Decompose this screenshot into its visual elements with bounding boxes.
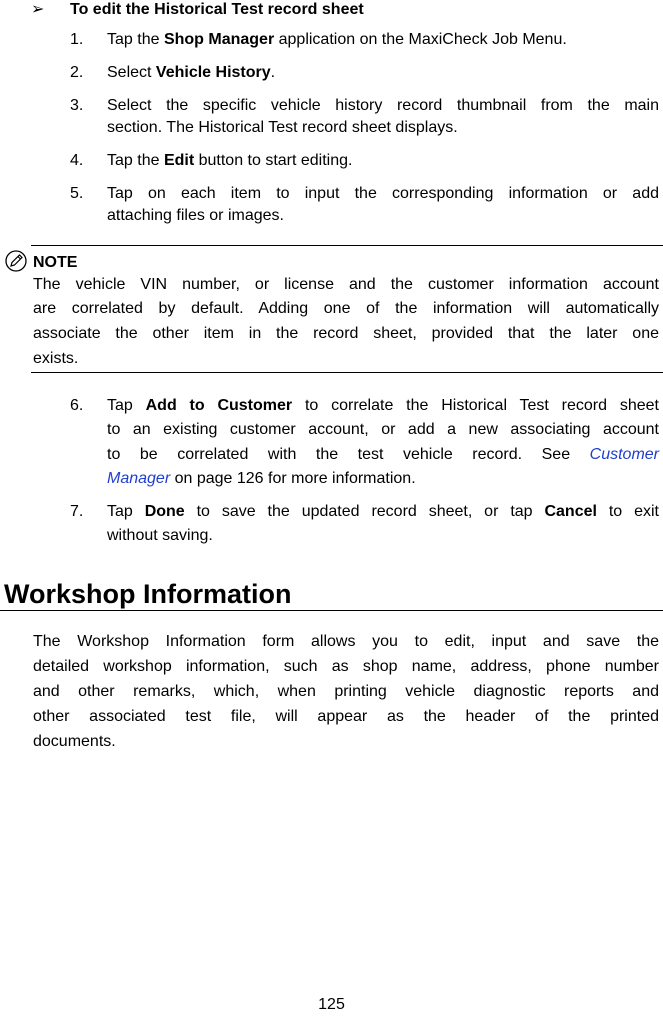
heading-rule — [0, 610, 663, 611]
step-number: 2. — [70, 64, 84, 81]
step-number: 6. — [70, 397, 84, 414]
note-line-1: The vehicle VIN number, or license and the customer information account — [33, 276, 659, 293]
step-1-text: Tap the Shop Manager application on the MaxiCheck Job Menu. — [107, 31, 567, 48]
step-3-line-2: section. The Historical Test record sheet displays. — [107, 119, 458, 136]
step-2-text: Select Vehicle History. — [107, 64, 276, 81]
step-6-line-3: to be correlated with the test vehicle record. See Customer — [107, 446, 660, 463]
step-6-line-2: to an existing customer account, or add a new associating account — [107, 421, 659, 438]
step-7-line-1: Tap Done to save the updated record sheet, or tap Cancel to exit — [107, 503, 659, 520]
note-line-2: are correlated by default. Adding one of the information will automatically — [33, 300, 659, 317]
customer-manager-link[interactable]: Manager — [107, 470, 171, 487]
note-label: NOTE — [33, 254, 78, 271]
workshop-para-line-5: documents. — [33, 733, 116, 750]
pencil-icon — [5, 250, 27, 272]
note-top-rule — [31, 245, 663, 246]
step-number: 3. — [70, 97, 84, 114]
workshop-para-line-1: The Workshop Information form allows you to edit, input and save the — [33, 633, 659, 650]
step-7-line-2: without saving. — [107, 527, 213, 544]
customer-manager-link[interactable]: Customer — [589, 446, 660, 463]
section-bullet: ➢ — [31, 1, 45, 18]
step-5-line-2: attaching files or images. — [107, 207, 284, 224]
workshop-para-line-4: other associated test file, will appear as the header of the printed — [33, 708, 659, 725]
step-6-line-1: Tap Add to Customer to correlate the Historical Test record sheet — [107, 397, 659, 414]
note-bottom-rule — [31, 372, 663, 373]
step-number: 1. — [70, 31, 84, 48]
step-3-line-1: Select the specific vehicle history record thumbnail from the main — [107, 97, 659, 114]
section-heading: Workshop Information — [4, 579, 292, 609]
workshop-para-line-2: detailed workshop information, such as shop name, address, phone number — [33, 658, 659, 675]
note-line-4: exists. — [33, 350, 79, 367]
step-number: 7. — [70, 503, 84, 520]
step-5-line-1: Tap on each item to input the corresponding information or add — [107, 185, 659, 202]
note-line-3: associate the other item in the record sheet, provided that the later one — [33, 325, 659, 342]
page-number: 125 — [318, 996, 345, 1013]
step-4-text: Tap the Edit button to start editing. — [107, 152, 353, 169]
step-number: 5. — [70, 185, 84, 202]
workshop-para-line-3: and other remarks, which, when printing vehicle diagnostic reports and — [33, 683, 659, 700]
section-title: To edit the Historical Test record sheet — [70, 1, 364, 18]
step-6-line-4: Manager on page 126 for more information. — [107, 470, 416, 487]
step-number: 4. — [70, 152, 84, 169]
